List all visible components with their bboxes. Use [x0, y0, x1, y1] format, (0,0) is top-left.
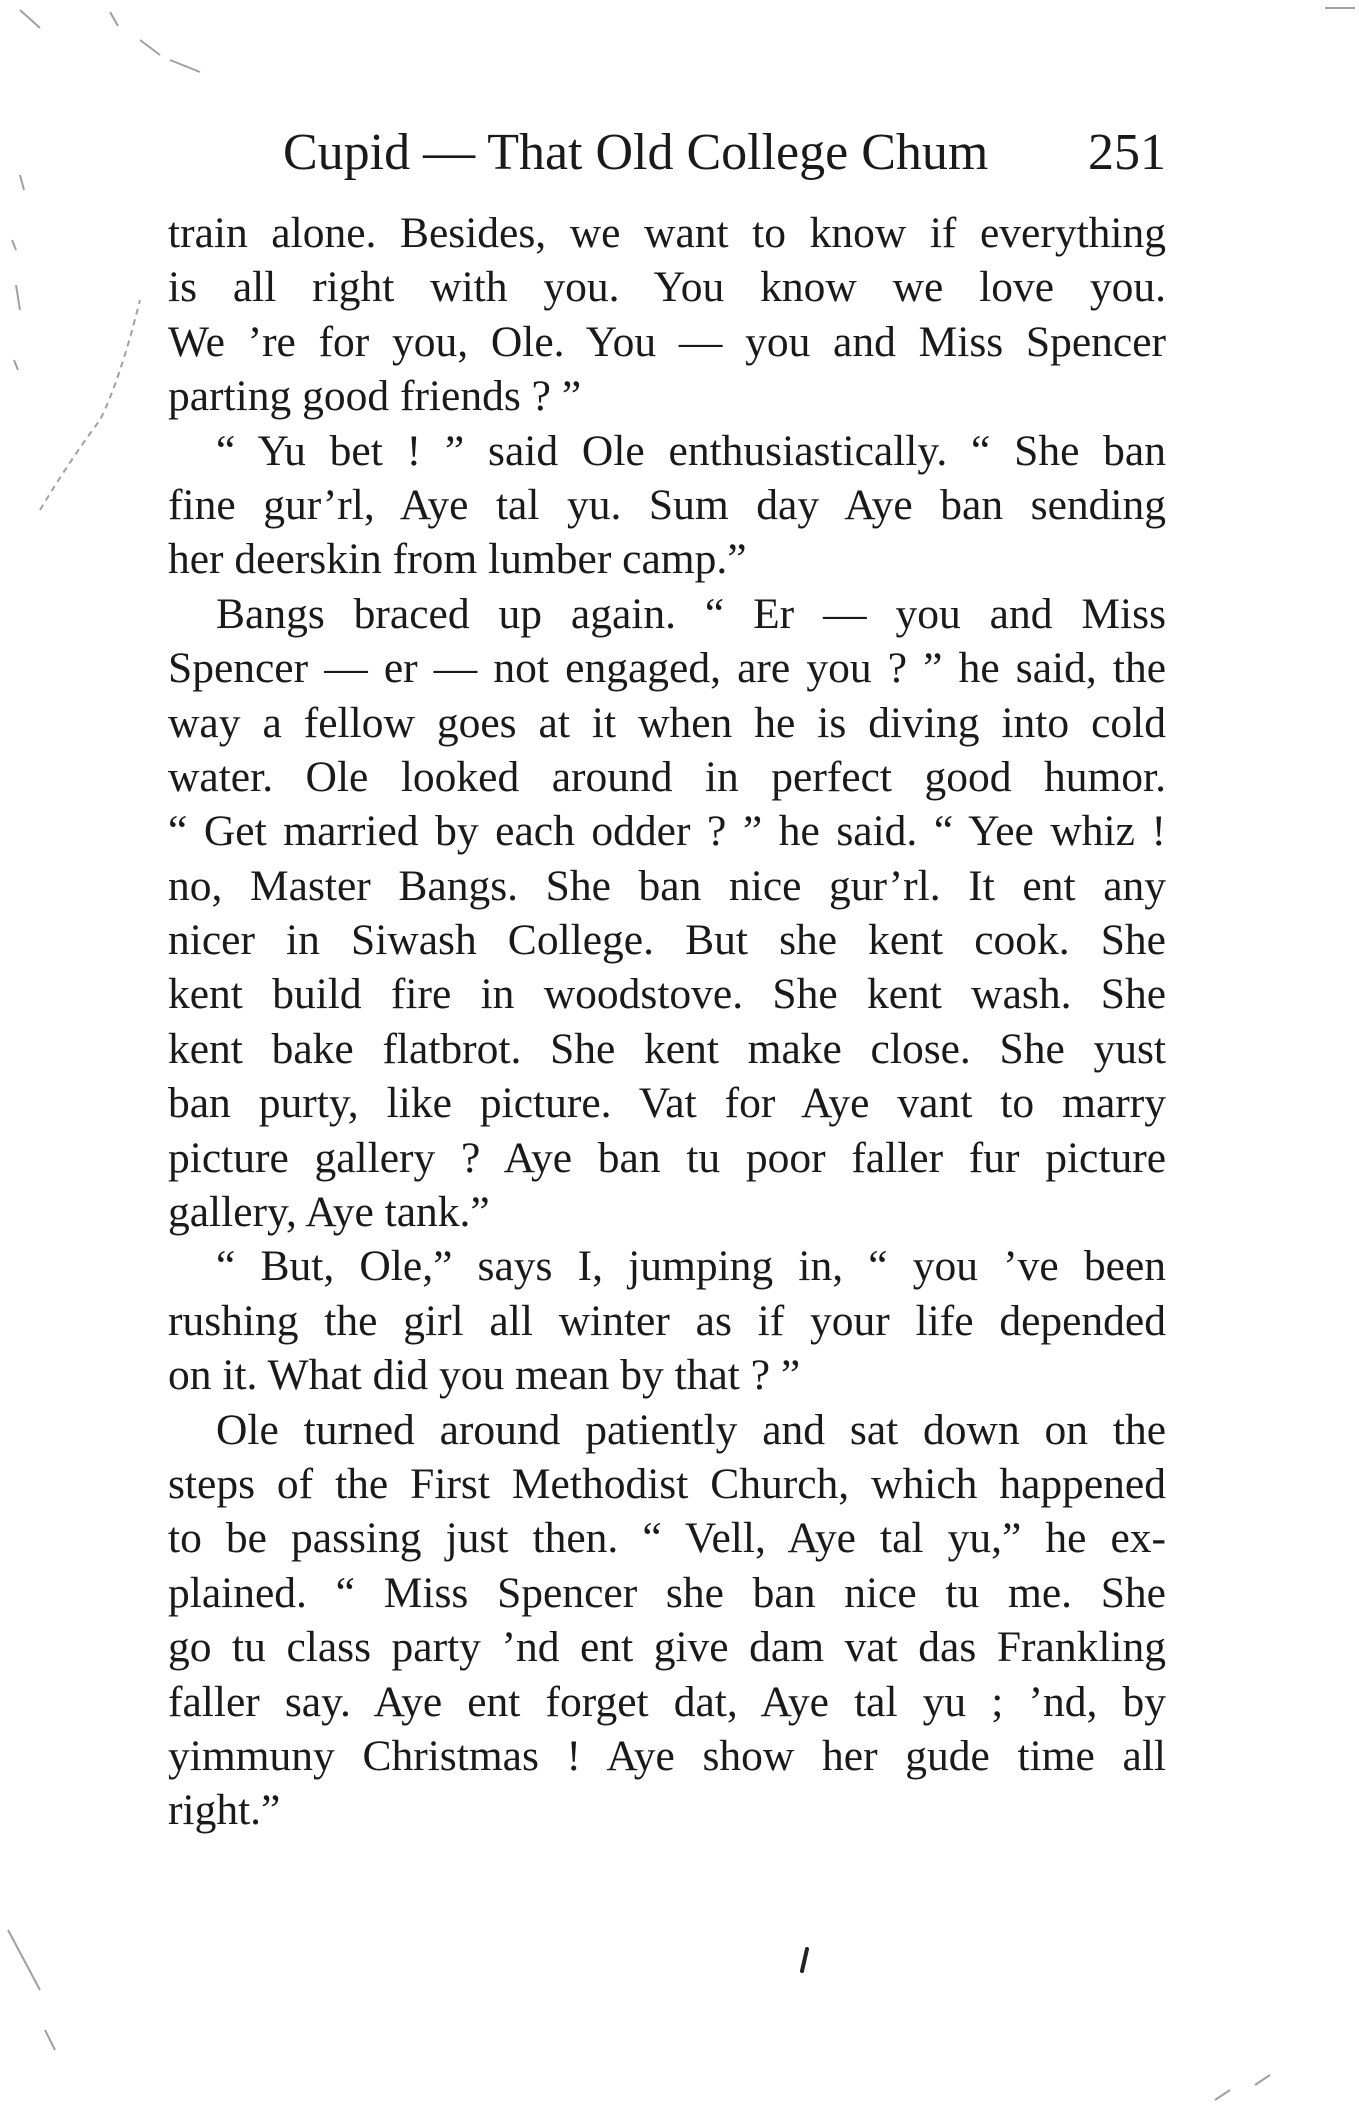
text-line: to be passing just then. “ Vell, Aye tal yu,” he ex-: [168, 1514, 1166, 1563]
text-line: fine gur’rl, Aye tal yu. Sum day Aye ban sending: [168, 480, 1166, 529]
page-number: 251: [1088, 124, 1166, 181]
page-header: [168, 118, 1166, 188]
bottom-left-speck: [8, 1930, 55, 2050]
text-line: kent build fire in woodstove. She kent wash. She: [168, 970, 1166, 1019]
text-line: “ But, Ole,” says I, jumping in, “ you ’ve been: [216, 1242, 1166, 1291]
text-line: parting good friends ? ”: [168, 372, 582, 421]
footer-ink-mark: [795, 1945, 815, 1975]
text-line: on it. What did you mean by that ? ”: [168, 1351, 801, 1400]
text-line: yimmuny Christmas ! Aye show her gude time all: [168, 1731, 1166, 1780]
text-line: train alone. Besides, we want to know if everything: [168, 209, 1166, 257]
text-line: We ’re for you, Ole. You — you and Miss Spencer: [168, 317, 1166, 366]
text-line: ban purty, like picture. Vat for Aye vant to marry: [168, 1079, 1166, 1128]
text-line: plained. “ Miss Spencer she ban nice tu me. She: [168, 1568, 1166, 1617]
text-line: water. Ole looked around in perfect good humor.: [168, 752, 1166, 801]
body-text: [168, 206, 1166, 1838]
text-line: rushing the girl all winter as if your life depended: [168, 1296, 1166, 1345]
top-scan-speck: [20, 10, 200, 72]
text-line: faller say. Aye ent forget dat, Aye tal yu ; ’nd, by: [168, 1677, 1166, 1726]
text-line: is all right with you. You know we love you.: [168, 263, 1166, 312]
text-line: nicer in Siwash College. But she kent cook. She: [168, 916, 1166, 965]
text-line: picture gallery ? Aye ban tu poor faller fur picture: [168, 1133, 1166, 1182]
text-line: Bangs braced up again. “ Er — you and Miss: [216, 589, 1166, 638]
text-line: go tu class party ’nd ent give dam vat das Frankling: [168, 1623, 1166, 1672]
text-line: steps of the First Methodist Church, which happened: [168, 1459, 1166, 1508]
text-line: gallery, Aye tank.”: [168, 1188, 490, 1237]
running-title: Cupid — That Old College Chum: [283, 124, 989, 181]
text-line: Spencer — er — not engaged, are you ? ” he said, the: [168, 644, 1166, 693]
text-line: right.”: [168, 1786, 281, 1835]
text-line: Ole turned around patiently and sat down on the: [216, 1405, 1166, 1454]
text-line: “ Get married by each odder ? ” he said. “ Yee whiz !: [168, 807, 1166, 856]
text-line: way a fellow goes at it when he is diving into cold: [168, 698, 1166, 747]
text-line: no, Master Bangs. She ban nice gur’rl. It ent any: [168, 861, 1166, 910]
bottom-right-speck: [1215, 2075, 1270, 2100]
text-line: kent bake flatbrot. She kent make close. She yust: [168, 1024, 1166, 1073]
text-line: “ Yu bet ! ” said Ole enthusiastically. “ She ban: [216, 426, 1166, 475]
text-line: her deerskin from lumber camp.”: [168, 535, 747, 584]
left-edge-ticks: [12, 175, 24, 370]
margin-streak: [40, 300, 140, 510]
